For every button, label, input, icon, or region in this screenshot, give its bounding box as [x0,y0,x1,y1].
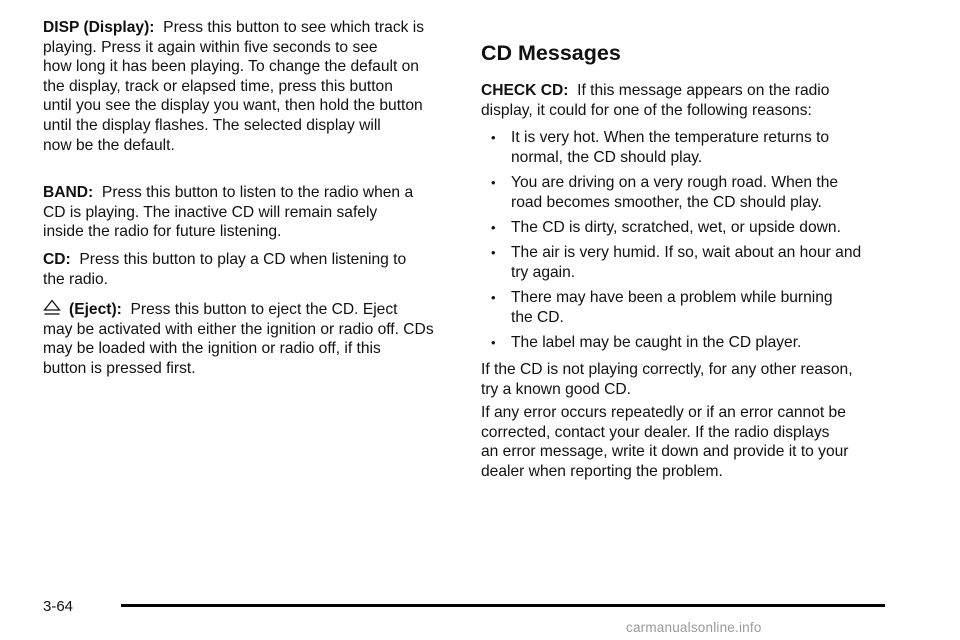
disp-label: DISP (Display): [43,19,155,36]
bullet-item: • You are driving on a very rough road. When the road becomes smoother, the CD should play. [491,174,839,211]
watermark: carmanualsonline.info [626,620,762,635]
bullet-icon: • [491,175,496,190]
bullet-icon: • [491,245,496,260]
cd-label: CD: [43,251,71,268]
bullet-icon: • [491,130,496,145]
band-label: BAND: [43,184,94,201]
bullet-item: • The CD is dirty, scratched, wet, or upside down. [491,219,841,236]
bullet-icon: • [491,220,496,235]
bullet-item: • There may have been a problem while burning the CD. [491,289,833,326]
error-paragraph: If any error occurs repeatedly or if an error cannot be corrected, contact your dealer. If the radio displays an error message, write it down and provide it to your dealer when reporting the problem. [481,404,849,480]
bullet-icon: • [491,335,496,350]
eject-icon [43,299,61,316]
bullet-item: • It is very hot. When the temperature returns to normal, the CD should play. [491,129,830,166]
band-paragraph: BAND: Press this button to listen to the radio when a CD is playing. The inactive CD will remain safely inside the radio for future listening. [43,184,414,241]
bullet-item: • The air is very humid. If so, wait about an hour and try again. [491,244,862,281]
check-cd-label: CHECK CD: [481,82,569,99]
section-heading: CD Messages [481,41,621,65]
cd-paragraph: CD: Press this button to play a CD when listening to the radio. [43,251,407,288]
check-cd-paragraph: CHECK CD: If this message appears on the radio display, it could for one of the following reasons: [481,82,830,119]
disp-paragraph: DISP (Display): Press this button to see which track is playing. Press it again within five seconds to see how long it has been playing. To change the default on the display, track or elapsed time, press this button until you see the display you want, then hold the button until the display flashes. The selected display will now be the default. [43,19,425,154]
bullet-icon: • [491,290,496,305]
footer-divider [121,604,885,607]
not-playing-paragraph: If the CD is not playing correctly, for any other reason, try a known good CD. [481,361,853,398]
eject-label: (Eject): [69,301,122,318]
bullet-item: • The label may be caught in the CD player. [491,334,802,351]
eject-paragraph: (Eject): Press this button to eject the CD. Eject may be activated with either the ignition or radio off. CDs may be loaded with the ignition or radio off, if this button is pressed first. [43,301,434,377]
page-number: 3-64 [43,598,74,615]
